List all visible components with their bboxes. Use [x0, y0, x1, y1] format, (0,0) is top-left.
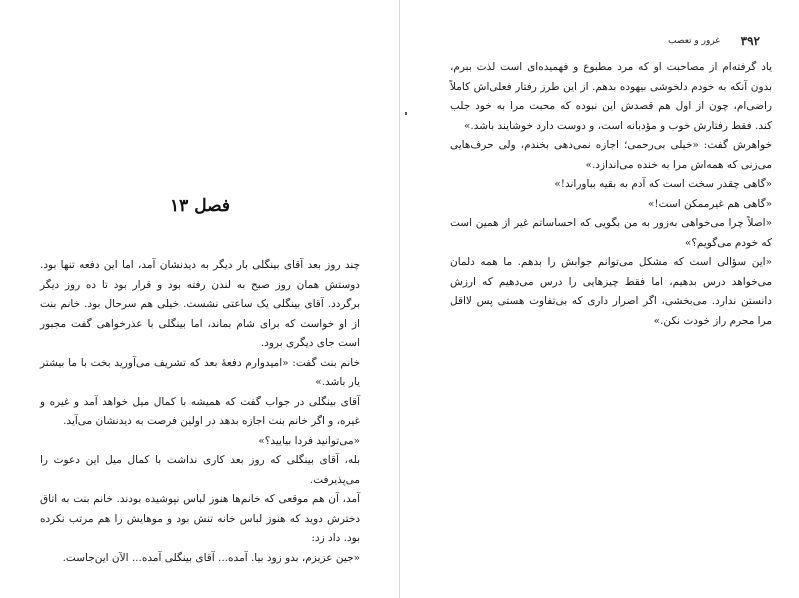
left-paragraph-1: چند روز بعد آقای بینگلی بار دیگر به دیدنشان آمد، اما این دفعه تنها بود. دوستش همان روز صبح به لندن رفته بود و قرار بود تا ده روز دیگر برگردد. آقای بینگلی یک ساعتی نشست. خیلی هم سرحال بود. خانم بنت از او خواست که برای شام بماند، اما بینگلی با عذرخواهی گفت مجبور است جای دیگری برود.: [40, 259, 360, 349]
page-number: ۳۹۲: [740, 34, 760, 48]
right-paragraph-1: یاد گرفته‌ام از مصاحبت او که مرد مطبوع و فهمیده‌ای است لذت ببرم، بدون آنکه به خودم دلخوشی بیهوده بدهم. از این طرز رفتار فعلی‌اش کاملاً راضی‌ام، چون از اول هم قصدش این نبوده که محبت مرا به خود جلب کند. فقط رفتارش خوب و مؤدبانه است، و دوست دارد خوشایند باشد.»: [450, 61, 772, 132]
right-paragraph-4: «گاهی هم غیرممکن است!»: [647, 197, 772, 210]
right-page-text: [450, 58, 772, 331]
left-paragraph-7: «جین عزیزم، بدو زود بیا. آمده... آقای بینگلی آمده... الآن این‌جاست.: [62, 551, 360, 564]
left-paragraph-4: «می‌توانید فردا بیایید؟»: [258, 434, 360, 447]
right-paragraph-5: «اصلاً چرا می‌خواهی به‌زور به من بگویی که احساساتم غیر از همین است که خودم می‌گویم؟»: [450, 217, 772, 249]
left-page-text: [40, 256, 360, 568]
left-paragraph-5: بله، آقای بینگلی که روز بعد کاری نداشت با کمال میل این دعوت را می‌پذیرفت.: [40, 454, 360, 486]
right-paragraph-3: «گاهی چقدر سخت است که آدم به بقیه بباوراند!»: [554, 178, 772, 190]
chapter-title: فصل ۱۳: [170, 196, 230, 216]
left-paragraph-2: خانم بنت گفت: «امیدوارم دفعهٔ بعد که تشریف می‌آورید بخت با ما بیشتر یار باشد.»: [40, 356, 360, 388]
page-header: [460, 36, 760, 50]
right-paragraph-6: «این سؤالی است که مشکل می‌توانم جوابش را بدهم. ما همه دلمان می‌خواهد درس بدهیم، اما فقط چیزهایی را درس می‌دهیم که ارزش دانستن ندارد. می‌بخشی، اگر اصرار داری که بی‌تفاوت هستی پس لااقل مرا محرم راز خودت نکن.»: [450, 256, 772, 327]
right-paragraph-2: خواهرش گفت: «خیلی بی‌رحمی؛ اجازه نمی‌دهی بخندم، ولی حرف‌هایی می‌زنی که همه‌اش مرا به خنده می‌اندازد.»: [450, 139, 772, 171]
left-paragraph-3: آقای بینگلی در جواب گفت که همیشه با کمال میل خواهد آمد و غیره و غیره، و اگر خانم بنت اجازه بدهد در اولین فرصت به دیدنشان می‌آید.: [40, 395, 360, 427]
left-paragraph-6: آمد، آن هم موقعی که خانم‌ها هنوز لباس نپوشیده بودند. خانم بنت به اتاق دخترش دوید که هنوز لباس خانه تنش بود و موهایش را هم مرتب نکرده بود. داد زد:: [40, 493, 360, 544]
right-page: [400, 0, 799, 598]
running-title: غرور و تعصب: [668, 36, 720, 46]
